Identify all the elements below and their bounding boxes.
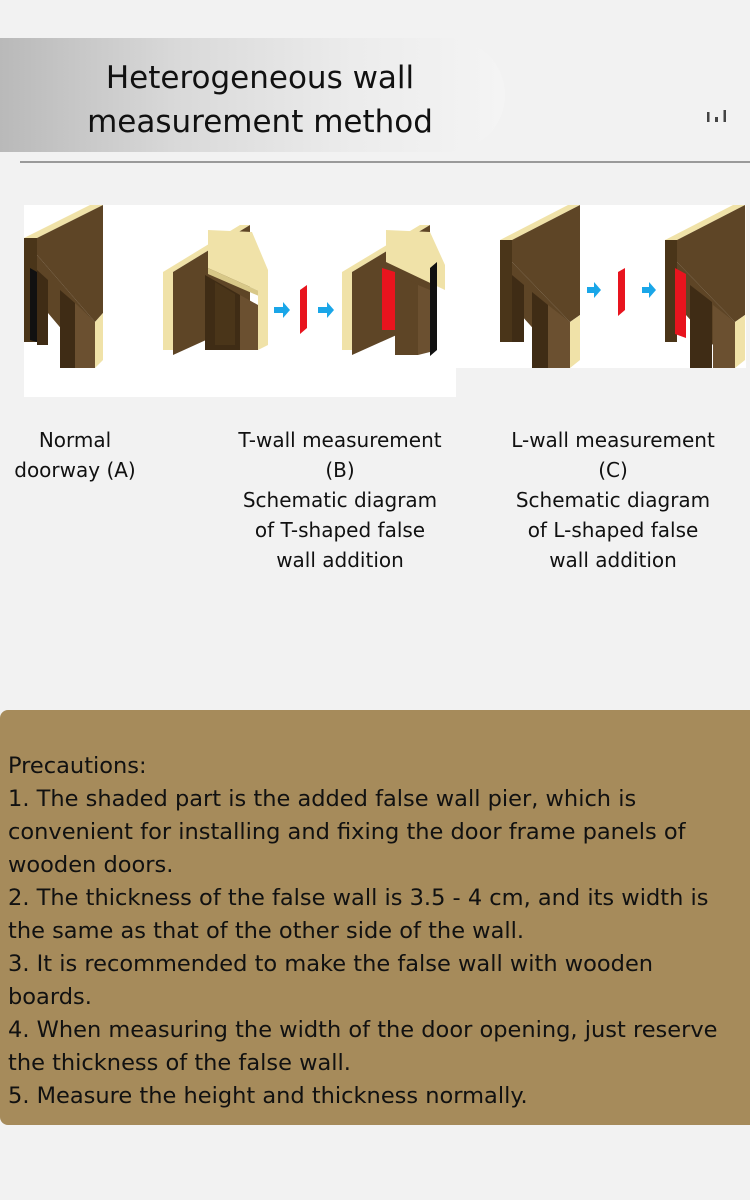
caption-normal-doorway (5, 425, 145, 485)
wall-diagrams (0, 0, 750, 420)
caption-t-wall (215, 425, 465, 575)
caption-c-line-1: L-wall measurement (511, 428, 715, 452)
caption-c-line-4: of L-shaped false (527, 518, 699, 542)
caption-b-line-1: T-wall measurement (238, 428, 442, 452)
precautions-heading: Precautions: (8, 753, 147, 779)
page-title-line-1: Heterogeneous wall (105, 60, 415, 96)
caption-c-line-2: (C) (598, 458, 628, 482)
caption-b-line-5: wall addition (276, 548, 404, 572)
caption-b-line-4: of T-shaped false (254, 518, 426, 542)
caption-a-line-1: Normal (38, 428, 112, 452)
precaution-item: 5. Measure the height and thickness normally. (8, 1083, 528, 1109)
precaution-item: 2. The thickness of the false wall is 3.5 - 4 cm, and its width is the same as that of the other side of the wall. (8, 885, 709, 944)
caption-l-wall (488, 425, 738, 575)
caption-b-line-3: Schematic diagram (242, 488, 438, 512)
caption-c-line-3: Schematic diagram (515, 488, 711, 512)
caption-c-line-5: wall addition (549, 548, 677, 572)
precaution-item: 1. The shaded part is the added false wall pier, which is convenient for installing and fixing the door frame panels of wooden doors. (8, 786, 686, 878)
caption-a-line-2: doorway (A) (14, 458, 136, 482)
precautions-text (8, 750, 743, 1113)
page-title-line-2: measurement method (87, 104, 433, 140)
precaution-item: 4. When measuring the width of the door opening, just reserve the thickness of the false wall. (8, 1017, 718, 1076)
caption-b-line-2: (B) (325, 458, 355, 482)
precaution-item: 3. It is recommended to make the false wall with wooden boards. (8, 951, 654, 1010)
